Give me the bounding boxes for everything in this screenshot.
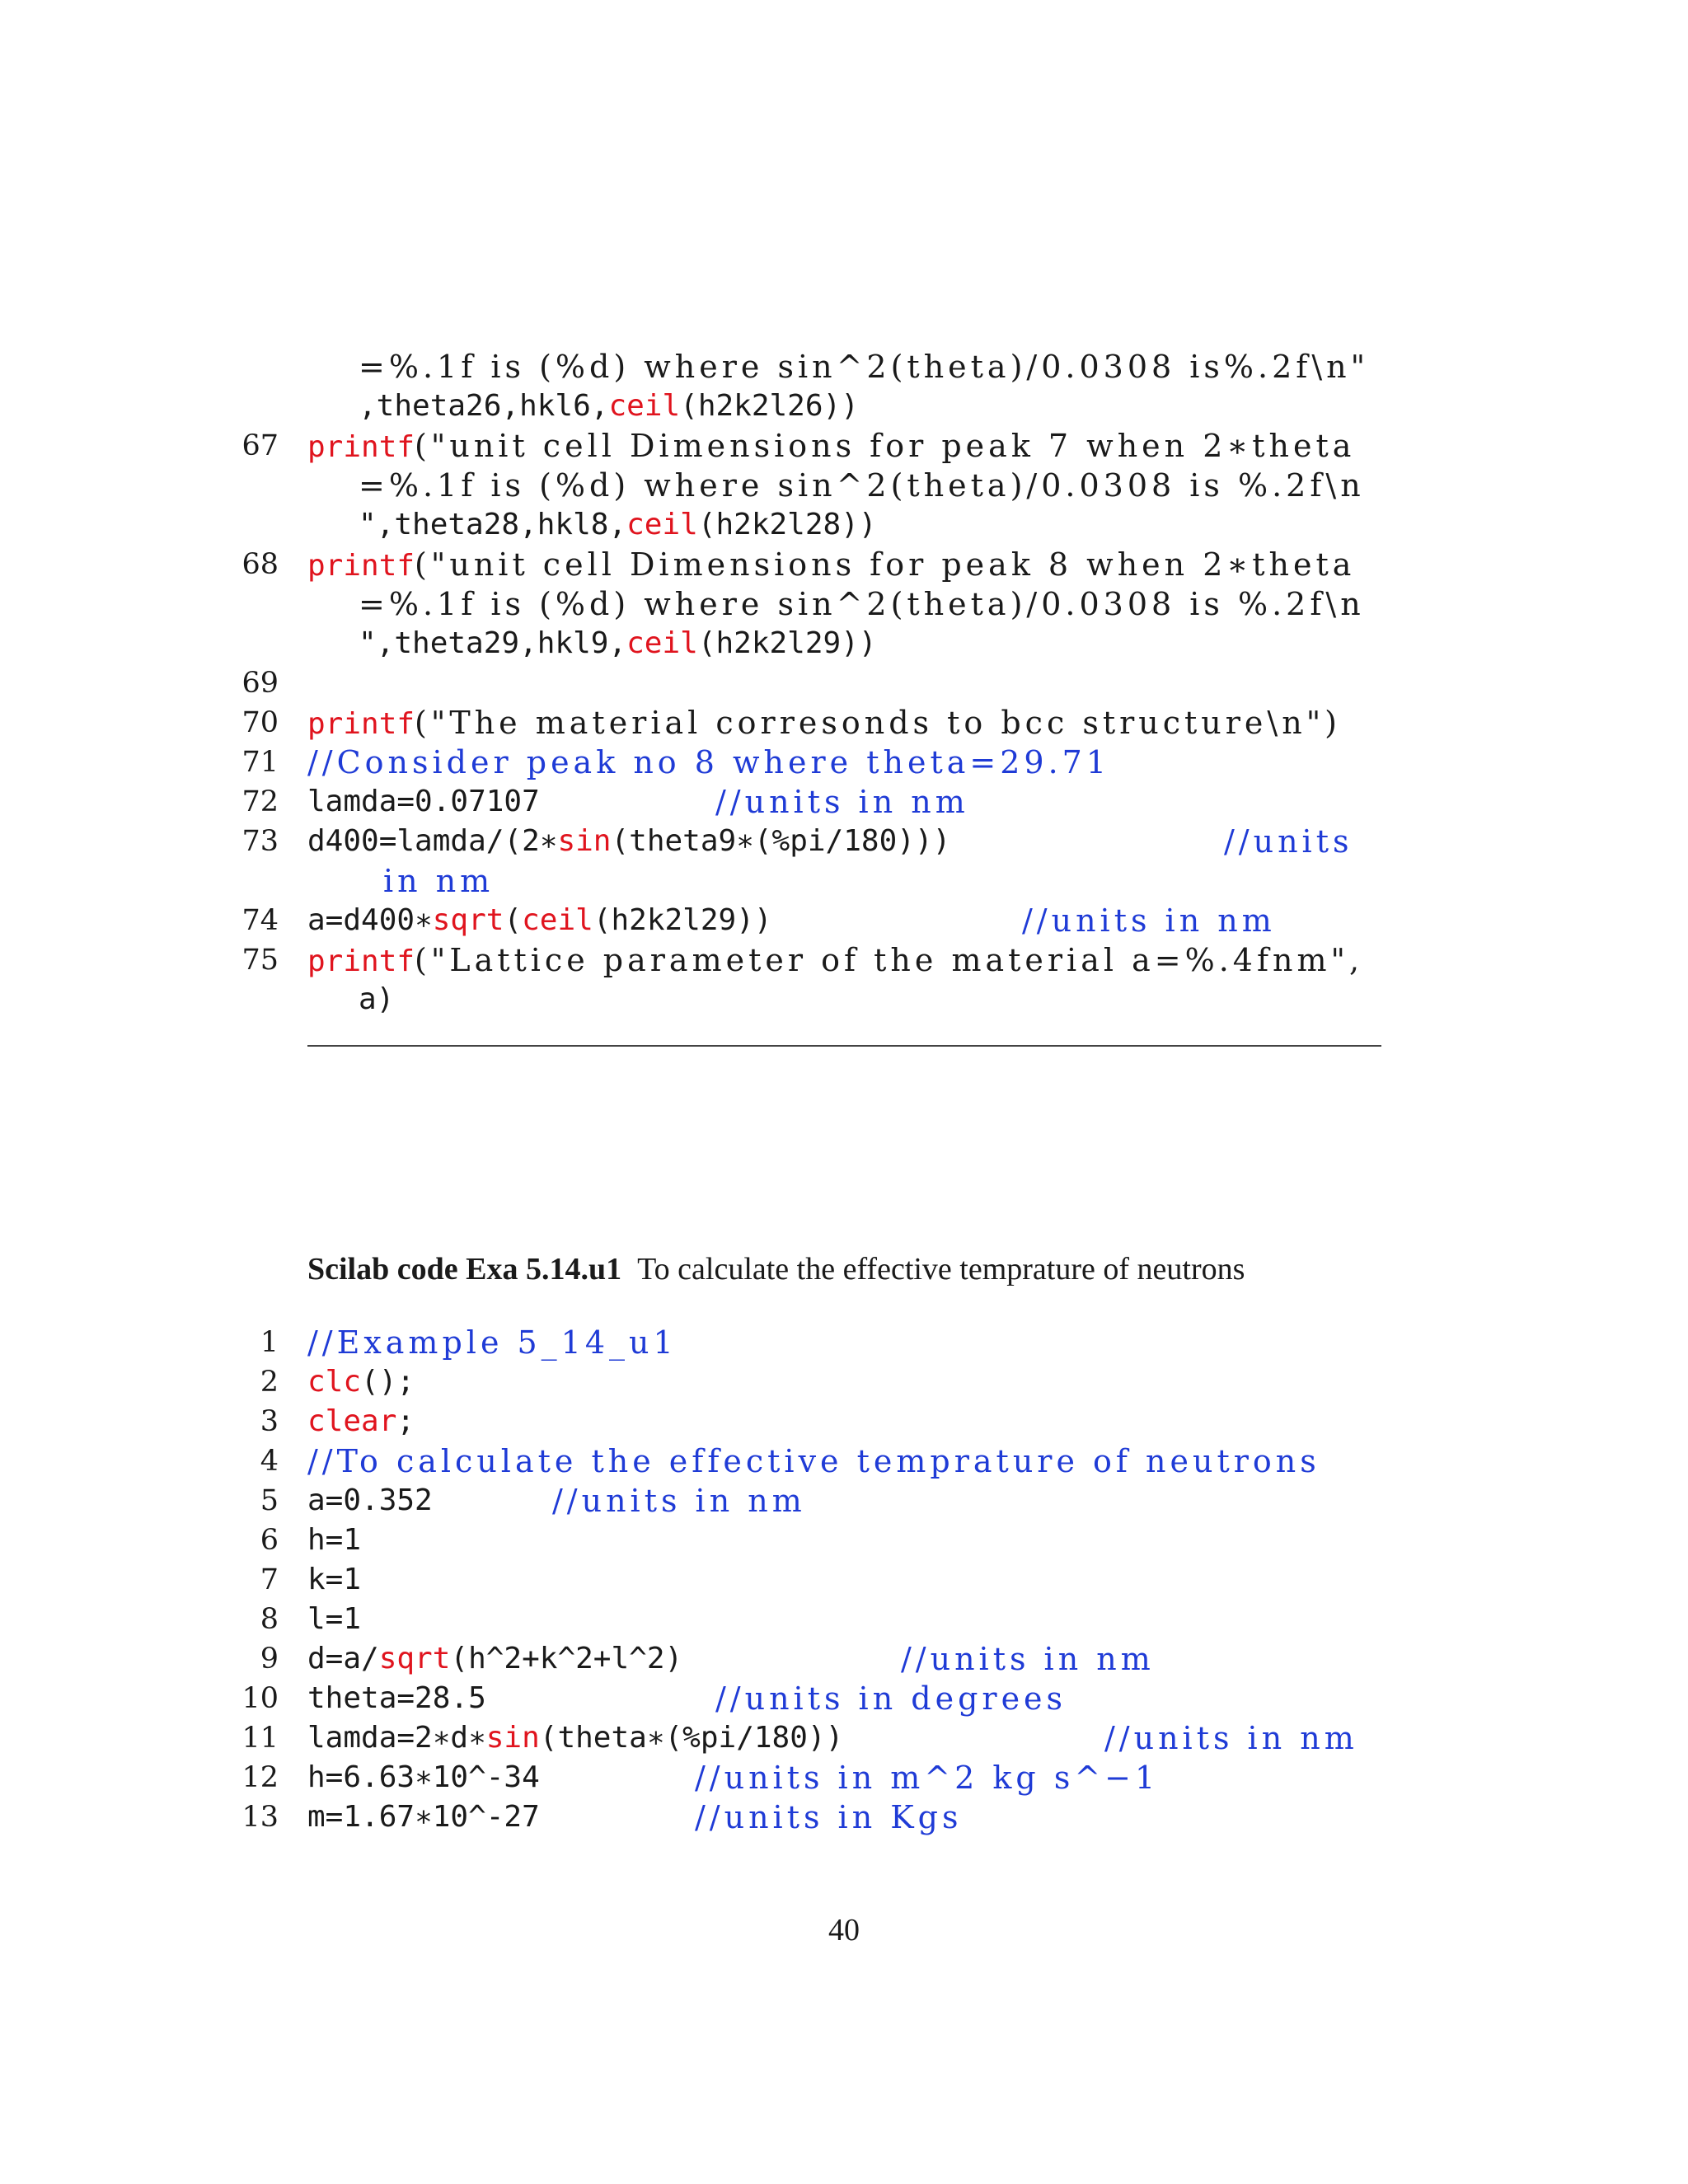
code-line bbox=[0, 466, 1688, 505]
code-text bbox=[1224, 822, 1353, 863]
code-text bbox=[307, 782, 540, 822]
line-number: 8 bbox=[260, 1603, 279, 1636]
line-number: 9 bbox=[260, 1643, 279, 1675]
code-text bbox=[307, 1323, 678, 1364]
code-text bbox=[307, 703, 1341, 744]
line-number: 73 bbox=[241, 825, 279, 858]
code-text bbox=[307, 1521, 361, 1560]
code-text bbox=[715, 1679, 1067, 1720]
code-text bbox=[307, 1797, 540, 1837]
code-text bbox=[359, 505, 877, 545]
code: a=d400∗ bbox=[307, 903, 433, 937]
code-text bbox=[307, 545, 1355, 586]
code-text bbox=[307, 822, 950, 861]
line-number: 11 bbox=[241, 1722, 279, 1755]
code-text bbox=[359, 584, 1365, 626]
keyword: ceil bbox=[608, 389, 681, 423]
code: (h2k2l29)) bbox=[593, 903, 772, 937]
code-line bbox=[0, 1560, 1688, 1600]
code-line bbox=[0, 980, 1688, 1019]
code-text bbox=[307, 1362, 415, 1402]
code-line bbox=[0, 505, 1688, 545]
code-text bbox=[307, 940, 1363, 982]
code-line bbox=[0, 1797, 1688, 1837]
code-text bbox=[695, 1758, 1159, 1799]
code: h=6.63∗10^-34 bbox=[307, 1760, 540, 1794]
code-text bbox=[359, 980, 394, 1019]
code-text bbox=[307, 1402, 415, 1441]
code: h=1 bbox=[307, 1523, 362, 1557]
code: lamda=2∗d∗ bbox=[307, 1721, 486, 1755]
comment: //units bbox=[1224, 823, 1353, 860]
keyword: clear bbox=[307, 1404, 397, 1438]
code: d=a/ bbox=[307, 1642, 379, 1675]
code-line bbox=[0, 940, 1688, 980]
line-number: 68 bbox=[241, 548, 279, 581]
code-line bbox=[0, 1679, 1688, 1718]
listing-end-rule bbox=[307, 1045, 1381, 1047]
line-number: 7 bbox=[260, 1563, 279, 1596]
code-text bbox=[1022, 901, 1276, 942]
keyword: printf bbox=[307, 944, 415, 978]
comment: //units in Kgs bbox=[695, 1799, 963, 1835]
code: lamda=0.07107 bbox=[307, 785, 540, 818]
code: (h2k2l29)) bbox=[697, 626, 877, 660]
code: d400=lamda/(2∗ bbox=[307, 824, 558, 858]
code-line bbox=[0, 347, 1688, 387]
string: ("unit cell Dimensions for peak 7 when 2∗theta bbox=[415, 428, 1356, 464]
code-text bbox=[307, 426, 1355, 467]
code-line bbox=[0, 426, 1688, 466]
keyword: sqrt bbox=[378, 1642, 451, 1675]
code-text bbox=[307, 901, 772, 940]
code: ,theta26,hkl6, bbox=[359, 389, 609, 423]
code: ",theta29,hkl9, bbox=[359, 626, 627, 660]
code-line bbox=[0, 782, 1688, 822]
string: ("The material corresonds to bcc structure\n") bbox=[415, 705, 1341, 741]
code: k=1 bbox=[307, 1563, 362, 1596]
code-line bbox=[0, 1718, 1688, 1758]
line-number: 74 bbox=[241, 904, 279, 937]
code: (h^2+k^2+l^2) bbox=[450, 1642, 683, 1675]
keyword: ceil bbox=[626, 508, 698, 541]
caption-label: Scilab code Exa 5.14.u1 bbox=[307, 1252, 622, 1286]
code: ",theta28,hkl8, bbox=[359, 508, 627, 541]
code-text bbox=[359, 466, 1365, 507]
code-text bbox=[901, 1639, 1155, 1680]
code-text bbox=[359, 347, 1369, 388]
comment: //units in nm bbox=[901, 1641, 1155, 1677]
comment: //Consider peak no 8 where theta=29.71 bbox=[307, 744, 1111, 780]
code: a=0.352 bbox=[307, 1483, 433, 1517]
string: =%.1f is (%d) where sin^2(theta)/0.0308 is%.2f\n" bbox=[359, 349, 1370, 385]
keyword: sqrt bbox=[432, 903, 504, 937]
code-line bbox=[0, 1402, 1688, 1441]
code-line bbox=[0, 1481, 1688, 1521]
code-text bbox=[552, 1481, 806, 1522]
code: a) bbox=[359, 982, 395, 1016]
code: ( bbox=[504, 903, 523, 937]
code: l=1 bbox=[307, 1602, 362, 1636]
comment: //units in nm bbox=[552, 1483, 806, 1519]
code-line bbox=[0, 1758, 1688, 1797]
code-line bbox=[0, 1639, 1688, 1679]
line-number: 1 bbox=[260, 1326, 279, 1359]
comment: //To calculate the effective temprature of neutrons bbox=[307, 1443, 1320, 1479]
comment: //units in nm bbox=[715, 784, 969, 820]
keyword: clc bbox=[307, 1365, 362, 1399]
keyword: printf bbox=[307, 707, 415, 741]
code: theta=28.5 bbox=[307, 1681, 486, 1715]
code-text bbox=[307, 1600, 361, 1639]
keyword: printf bbox=[307, 549, 415, 583]
code-text bbox=[307, 1758, 540, 1797]
keyword: sin bbox=[557, 824, 612, 858]
comment: in nm bbox=[383, 863, 495, 899]
line-number: 10 bbox=[241, 1682, 279, 1715]
code-line bbox=[0, 703, 1688, 743]
code-text bbox=[307, 1441, 1320, 1483]
code-line bbox=[0, 743, 1688, 782]
listing-caption bbox=[307, 1251, 1245, 1287]
string: =%.1f is (%d) where sin^2(theta)/0.0308 is %.2f\n bbox=[359, 586, 1365, 622]
line-number: 3 bbox=[260, 1405, 279, 1438]
code-line bbox=[0, 901, 1688, 940]
code-text bbox=[715, 782, 969, 823]
line-number: 71 bbox=[241, 746, 279, 779]
line-number: 13 bbox=[241, 1801, 279, 1834]
code-line bbox=[0, 624, 1688, 663]
line-number: 4 bbox=[260, 1445, 279, 1478]
line-number: 75 bbox=[241, 944, 279, 977]
line-number: 72 bbox=[241, 785, 279, 818]
line-number: 12 bbox=[241, 1761, 279, 1794]
code-line bbox=[0, 861, 1688, 901]
code-line bbox=[0, 545, 1688, 584]
line-number: 5 bbox=[260, 1484, 279, 1517]
code-text bbox=[1104, 1718, 1358, 1760]
code-text bbox=[307, 1718, 843, 1758]
comment: //units in m^2 kg s^−1 bbox=[695, 1760, 1160, 1796]
code-text bbox=[695, 1797, 962, 1839]
string: =%.1f is (%d) where sin^2(theta)/0.0308 is %.2f\n bbox=[359, 467, 1365, 504]
code-line bbox=[0, 1521, 1688, 1560]
keyword: sin bbox=[485, 1721, 540, 1755]
code: (h2k2l26)) bbox=[680, 389, 859, 423]
string: ("Lattice parameter of the material a=%.4fnm", bbox=[415, 942, 1364, 978]
line-number: 6 bbox=[260, 1524, 279, 1557]
code-line bbox=[0, 663, 1688, 703]
line-number: 69 bbox=[241, 667, 279, 700]
code-line bbox=[0, 1362, 1688, 1402]
string: ("unit cell Dimensions for peak 8 when 2∗theta bbox=[415, 546, 1356, 583]
comment: //units in nm bbox=[1104, 1720, 1358, 1756]
keyword: ceil bbox=[626, 626, 698, 660]
code-text bbox=[307, 1679, 486, 1718]
code-text bbox=[383, 861, 494, 902]
code-line bbox=[0, 387, 1688, 426]
code-line bbox=[0, 1600, 1688, 1639]
code: (theta∗(%pi/180)) bbox=[539, 1721, 844, 1755]
code-text bbox=[307, 743, 1110, 784]
code-text bbox=[359, 387, 859, 426]
keyword: ceil bbox=[522, 903, 593, 937]
code-text bbox=[307, 1639, 682, 1679]
keyword: printf bbox=[307, 430, 415, 464]
line-number: 70 bbox=[241, 706, 279, 739]
line-number: 2 bbox=[260, 1366, 279, 1399]
code: (h2k2l28)) bbox=[697, 508, 877, 541]
comment: //units in degrees bbox=[715, 1680, 1067, 1717]
page-number: 40 bbox=[828, 1913, 860, 1947]
code-line bbox=[0, 1323, 1688, 1362]
code: m=1.67∗10^-27 bbox=[307, 1800, 540, 1834]
code-line bbox=[0, 1441, 1688, 1481]
code-text bbox=[307, 1560, 361, 1600]
code-text bbox=[307, 1481, 433, 1521]
code-text bbox=[359, 624, 877, 663]
code: (theta9∗(%pi/180))) bbox=[611, 824, 951, 858]
caption-text: To calculate the effective temprature of neutrons bbox=[637, 1252, 1245, 1286]
code-line bbox=[0, 584, 1688, 624]
code: ; bbox=[396, 1404, 415, 1438]
code: (); bbox=[361, 1365, 415, 1399]
comment: //Example 5_14_u1 bbox=[307, 1324, 678, 1361]
code-line bbox=[0, 822, 1688, 861]
line-number: 67 bbox=[241, 429, 279, 462]
comment: //units in nm bbox=[1022, 902, 1276, 939]
